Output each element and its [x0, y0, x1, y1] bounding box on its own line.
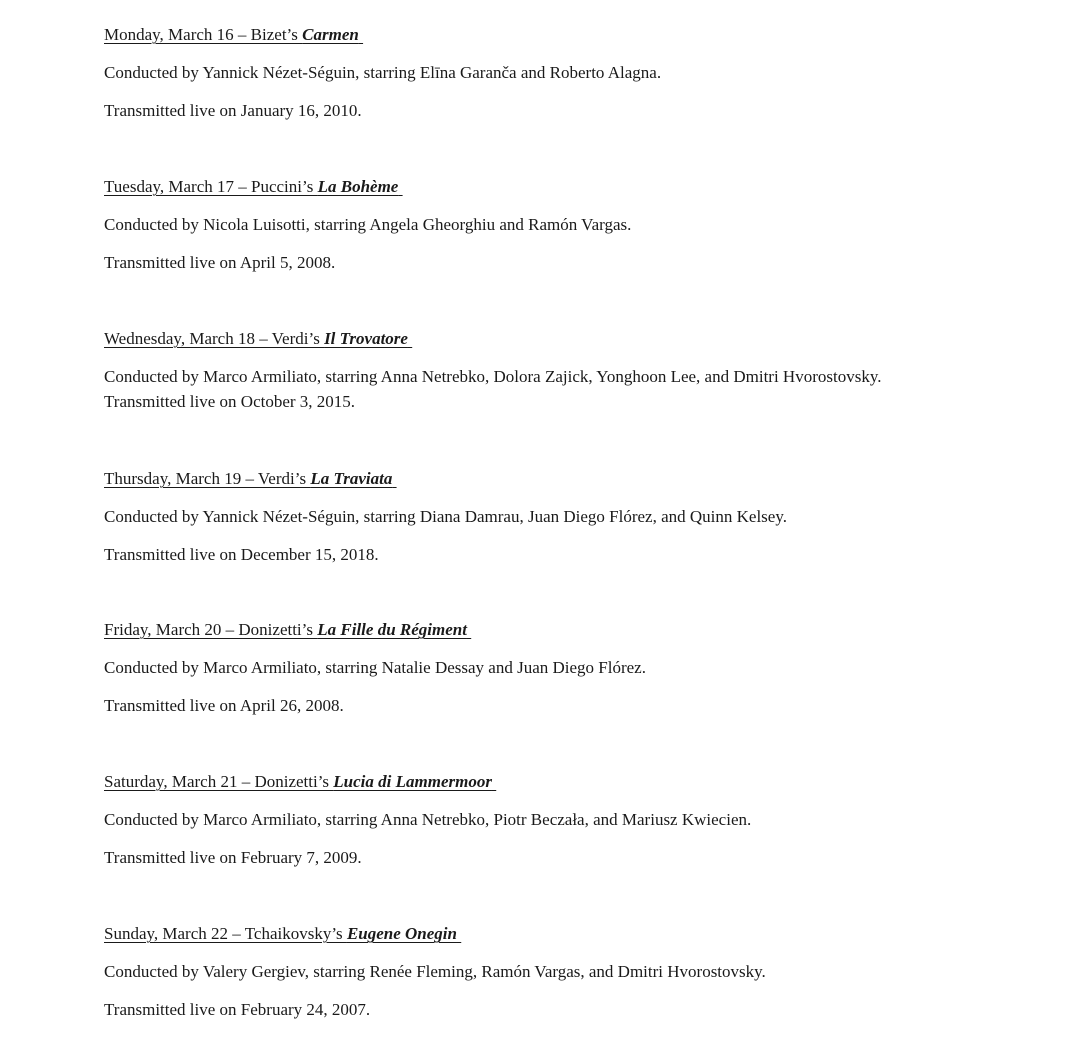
opera-title: La Traviata	[310, 469, 393, 488]
opera-title: Carmen	[302, 25, 359, 44]
schedule-entry-saturday	[104, 771, 1004, 869]
conducted-line: Conducted by Marco Armiliato, starring Anna Netrebko, Dolora Zajick, Yonghoon Lee, and Dmitri Hvorostovsky.	[104, 367, 882, 386]
entry-heading	[104, 24, 363, 46]
schedule-entry-sunday	[104, 923, 1004, 1021]
entry-heading	[104, 468, 397, 490]
entry-heading	[104, 619, 471, 641]
transmitted-line: Transmitted live on February 24, 2007.	[104, 1000, 371, 1019]
opera-title: Eugene Onegin	[346, 924, 457, 943]
transmitted-line: Transmitted live on January 16, 2010.	[104, 101, 362, 120]
heading-prefix: Tuesday, March 17 – Puccini’s	[104, 177, 318, 196]
transmitted-line: Transmitted live on October 3, 2015.	[104, 392, 356, 411]
conducted-line: Conducted by Yannick Nézet-Séguin, starring Elīna Garanča and Roberto Alagna.	[104, 63, 662, 82]
opera-title: La Fille du Régiment	[317, 620, 467, 639]
opera-title: La Bohème	[317, 177, 399, 196]
entry-heading	[104, 328, 412, 350]
conducted-line: Conducted by Marco Armiliato, starring Natalie Dessay and Juan Diego Flórez.	[104, 658, 646, 677]
heading-prefix: Wednesday, March 18 – Verdi’s	[104, 329, 325, 348]
heading-prefix: Sunday, March 22 – Tchaikovsky’s	[104, 924, 347, 943]
heading-prefix: Saturday, March 21 – Donizetti’s	[104, 772, 334, 791]
entry-heading	[104, 176, 403, 198]
heading-prefix: Thursday, March 19 – Verdi’s	[104, 469, 311, 488]
schedule-entry-tuesday	[104, 176, 1004, 274]
transmitted-line: Transmitted live on April 26, 2008.	[104, 696, 344, 715]
schedule-entry-wednesday	[104, 328, 1004, 413]
conducted-line: Conducted by Yannick Nézet-Séguin, starring Diana Damrau, Juan Diego Flórez, and Quinn Kelsey.	[104, 507, 787, 526]
schedule-entry-friday	[104, 619, 1004, 717]
transmitted-line: Transmitted live on April 5, 2008.	[104, 253, 336, 272]
transmitted-line: Transmitted live on February 7, 2009.	[104, 848, 362, 867]
conducted-line: Conducted by Valery Gergiev, starring Renée Fleming, Ramón Vargas, and Dmitri Hvorostovsky.	[104, 962, 766, 981]
heading-prefix: Monday, March 16 – Bizet’s	[104, 25, 303, 44]
entry-heading	[104, 771, 496, 793]
opera-title: Il Trovatore	[324, 329, 408, 348]
heading-prefix: Friday, March 20 – Donizetti’s	[104, 620, 318, 639]
transmitted-line: Transmitted live on December 15, 2018.	[104, 545, 379, 564]
conducted-line: Conducted by Marco Armiliato, starring Anna Netrebko, Piotr Beczała, and Mariusz Kwiecien.	[104, 810, 752, 829]
conducted-line: Conducted by Nicola Luisotti, starring Angela Gheorghiu and Ramón Vargas.	[104, 215, 632, 234]
opera-title: Lucia di Lammermoor	[333, 772, 492, 791]
entry-heading	[104, 923, 461, 945]
schedule-entry-thursday	[104, 468, 1004, 566]
schedule-entry-monday	[104, 24, 1004, 122]
